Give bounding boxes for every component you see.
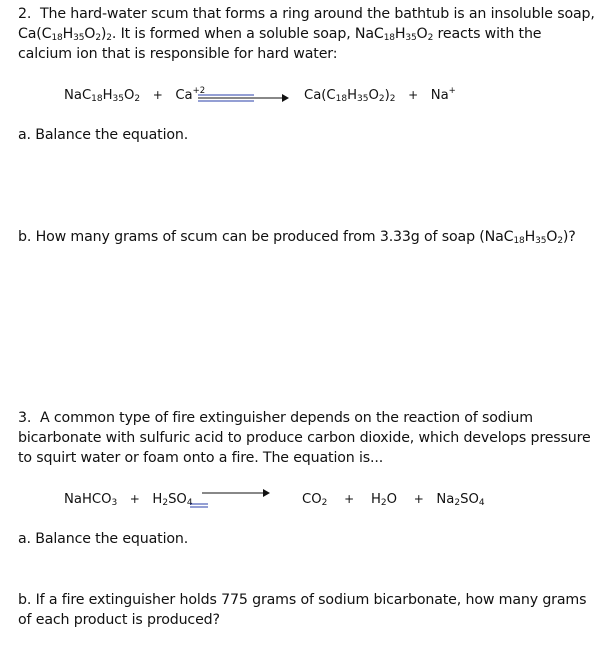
q2-paragraph: 2. The hard-water scum that forms a ring around the bathtub is an insoluble soap, $Ca(C_{18}H_{35}O_2)_2$. It is formed when a soluble soap, $NaC_{18}H_{35}O_2$ reacts with the calcium ion that is responsible for hard water: [18,6,595,62]
reactant-sulfuric-acid: $H_2SO_4$ [152,492,193,508]
q2-number: 2. [18,6,32,22]
product-sodium-ion: Na+ [430,86,456,103]
q2-equation-products [304,86,456,105]
plus-sign: + [344,492,355,506]
reactant-sodium-bicarbonate: NaHCO$_3$ [64,492,118,508]
reactant-calcium-ion: $Ca^{+2}$ [175,86,206,103]
q2-part-a: a. Balance the equation. [18,127,189,143]
q3-equation-products [302,490,485,509]
reaction-arrow-icon [198,91,290,105]
q2-part-b: b. How many grams of scum can be produced from 3.33g of soap $(NaC_{18}H_{35}O_2)$? [18,229,576,246]
reaction-arrow-icon [190,486,272,510]
product-sodium-sulfate: $Na_2SO_4$ [436,492,485,508]
q3-part-b: b. If a fire extinguisher holds 775 grams of sodium bicarbonate, how many grams of each product is produced? [18,592,587,628]
plus-sign: + [129,492,140,506]
reactant-sodium-stearate: $NaC_{18}H_{35}O_2$ [64,88,141,104]
q3-part-a: a. Balance the equation. [18,531,189,547]
plus-sign: + [408,88,419,102]
product-calcium-stearate: $Ca(C_{18}H_{35}O_2)_2$ [304,88,396,104]
q3-paragraph: 3. A common type of fire extinguisher depends on the reaction of sodium bicarbonate with sulfuric acid to produce carbon dioxide, which develops pressure to squirt water or foam onto a fire. The equation is... [18,410,591,466]
q3-number: 3. [18,410,32,426]
plus-sign: + [152,88,163,102]
product-water: $H_2O$ [370,492,397,508]
product-carbon-dioxide: $CO_2$ [302,492,328,508]
plus-sign: + [413,492,424,506]
q3-equation-reactants [64,490,193,509]
q2-equation-reactants [64,86,205,105]
